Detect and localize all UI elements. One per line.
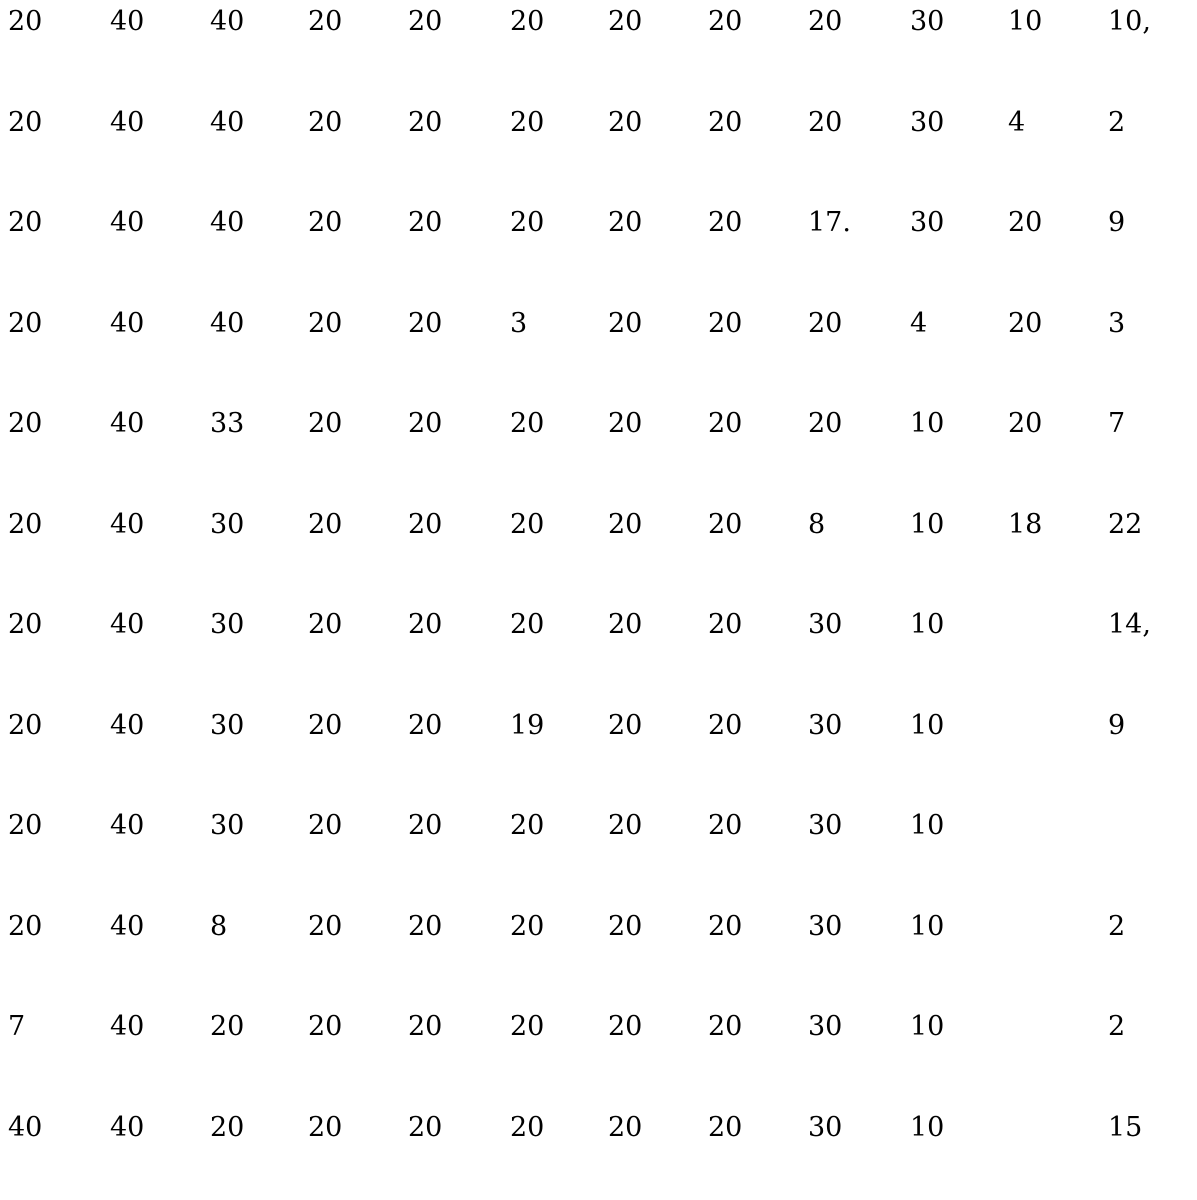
- grid-cell: 40: [210, 106, 245, 138]
- grid-cell: 20: [708, 307, 743, 339]
- grid-cell: 20: [408, 1011, 443, 1042]
- grid-cell: 15: [1108, 1111, 1143, 1143]
- grid-cell: 3: [510, 307, 528, 339]
- grid-cell: 20: [608, 508, 643, 540]
- grid-cell: 20: [8, 207, 43, 238]
- grid-cell: 20: [608, 810, 643, 841]
- grid-cell: 20: [408, 408, 443, 439]
- grid-cell: 20: [8, 6, 43, 37]
- grid-row: [0, 907, 1197, 947]
- grid-cell: 20: [510, 609, 545, 640]
- grid-row: [0, 1007, 1197, 1047]
- grid-cell: 10,: [1108, 6, 1151, 37]
- grid-cell: 20: [308, 508, 343, 540]
- grid-cell: 40: [110, 508, 145, 540]
- grid-cell: 20: [808, 106, 843, 138]
- grid-cell: 40: [110, 307, 145, 339]
- grid-cell: 20: [308, 307, 343, 339]
- grid-cell: 20: [8, 910, 43, 942]
- grid-cell: 20: [808, 408, 843, 439]
- grid-cell: 20: [8, 106, 43, 138]
- grid-row: [0, 404, 1197, 444]
- grid-cell: 10: [910, 508, 945, 540]
- grid-cell: 20: [308, 207, 343, 238]
- grid-row: [0, 505, 1197, 545]
- grid-cell: 30: [210, 810, 245, 841]
- grid-cell: 33: [210, 408, 245, 439]
- grid-cell: 20: [608, 106, 643, 138]
- grid-cell: 40: [110, 709, 145, 741]
- grid-cell: 20: [8, 408, 43, 439]
- grid-cell: 8: [210, 910, 228, 942]
- grid-cell: 20: [708, 810, 743, 841]
- grid-cell: 10: [910, 910, 945, 942]
- grid-cell: 20: [510, 508, 545, 540]
- grid-cell: 20: [510, 207, 545, 238]
- grid-cell: 20: [608, 609, 643, 640]
- grid-cell: 20: [308, 910, 343, 942]
- grid-cell: 20: [408, 910, 443, 942]
- grid-cell: 20: [708, 508, 743, 540]
- grid-cell: 20: [8, 307, 43, 339]
- grid-cell: 4: [1008, 106, 1026, 138]
- grid-cell: 19: [510, 709, 545, 741]
- grid-cell: 20: [308, 408, 343, 439]
- grid-cell: 20: [708, 910, 743, 942]
- grid-row: [0, 304, 1197, 344]
- grid-cell: 8: [808, 508, 826, 540]
- grid-cell: 2: [1108, 1011, 1126, 1042]
- grid-cell: 20: [8, 609, 43, 640]
- grid-cell: 30: [210, 709, 245, 741]
- grid-cell: 20: [510, 408, 545, 439]
- grid-cell: 20: [408, 106, 443, 138]
- grid-cell: 20: [808, 6, 843, 37]
- grid-cell: 40: [210, 207, 245, 238]
- grid-cell: 20: [210, 1011, 245, 1042]
- grid-cell: 20: [808, 307, 843, 339]
- grid-cell: 20: [608, 408, 643, 439]
- grid-cell: 30: [808, 1111, 843, 1143]
- grid-cell: 20: [608, 6, 643, 37]
- grid-cell: 30: [910, 207, 945, 238]
- grid-cell: 20: [608, 307, 643, 339]
- grid-cell: 40: [210, 6, 245, 37]
- grid-cell: 20: [308, 709, 343, 741]
- grid-cell: 20: [308, 810, 343, 841]
- grid-cell: 20: [308, 6, 343, 37]
- grid-cell: 3: [1108, 307, 1126, 339]
- grid-cell: 20: [1008, 307, 1043, 339]
- grid-cell: 20: [308, 609, 343, 640]
- grid-cell: 7: [1108, 408, 1126, 439]
- grid-cell: 30: [808, 709, 843, 741]
- grid-cell: 20: [708, 1011, 743, 1042]
- grid-cell: 40: [110, 910, 145, 942]
- grid-cell: 20: [210, 1111, 245, 1143]
- grid-cell: 10: [910, 810, 945, 841]
- grid-row: [0, 2, 1197, 42]
- grid-cell: 20: [608, 207, 643, 238]
- grid-cell: 20: [408, 609, 443, 640]
- grid-cell: 20: [708, 408, 743, 439]
- grid-cell: 40: [110, 207, 145, 238]
- grid-cell: 20: [408, 307, 443, 339]
- grid-cell: 10: [910, 1111, 945, 1143]
- grid-cell: 20: [1008, 207, 1043, 238]
- grid-cell: 20: [8, 709, 43, 741]
- grid-cell: 20: [408, 6, 443, 37]
- grid-cell: 20: [510, 6, 545, 37]
- grid-cell: 40: [110, 1111, 145, 1143]
- grid-cell: 30: [910, 6, 945, 37]
- grid-row: [0, 1108, 1197, 1148]
- grid-cell: 20: [308, 106, 343, 138]
- grid-cell: 2: [1108, 106, 1126, 138]
- grid-cell: 20: [608, 709, 643, 741]
- grid-cell: 20: [608, 1111, 643, 1143]
- grid-cell: 10: [910, 1011, 945, 1042]
- grid-cell: 40: [110, 1011, 145, 1042]
- grid-cell: 40: [110, 408, 145, 439]
- grid-cell: 40: [110, 810, 145, 841]
- grid-cell: 22: [1108, 508, 1143, 540]
- grid-cell: 20: [8, 508, 43, 540]
- grid-cell: 30: [808, 910, 843, 942]
- grid-cell: 30: [808, 609, 843, 640]
- grid-cell: 20: [708, 1111, 743, 1143]
- grid-cell: 9: [1108, 709, 1126, 741]
- grid-cell: 40: [110, 6, 145, 37]
- grid-cell: 10: [910, 408, 945, 439]
- grid-cell: 20: [408, 810, 443, 841]
- grid-cell: 14,: [1108, 609, 1151, 640]
- grid-row: [0, 806, 1197, 846]
- grid-cell: 20: [8, 810, 43, 841]
- grid-cell: 17.: [808, 207, 851, 238]
- grid-cell: 30: [210, 609, 245, 640]
- grid-cell: 20: [608, 910, 643, 942]
- grid-cell: 20: [510, 1111, 545, 1143]
- grid-cell: 30: [808, 810, 843, 841]
- grid-cell: 4: [910, 307, 928, 339]
- grid-cell: 20: [510, 810, 545, 841]
- grid-cell: 40: [110, 609, 145, 640]
- grid-row: [0, 103, 1197, 143]
- grid-cell: 10: [910, 609, 945, 640]
- grid-cell: 20: [308, 1011, 343, 1042]
- grid-cell: 10: [910, 709, 945, 741]
- grid-cell: 20: [708, 106, 743, 138]
- grid-cell: 30: [808, 1011, 843, 1042]
- grid-cell: 20: [708, 6, 743, 37]
- grid-cell: 20: [510, 106, 545, 138]
- grid-cell: 20: [510, 910, 545, 942]
- grid-cell: 40: [210, 307, 245, 339]
- grid-cell: 2: [1108, 910, 1126, 942]
- grid-cell: 20: [708, 709, 743, 741]
- grid-cell: 20: [708, 609, 743, 640]
- grid-cell: 20: [708, 207, 743, 238]
- grid-cell: 20: [408, 508, 443, 540]
- grid-cell: 40: [8, 1111, 43, 1143]
- grid-cell: 18: [1008, 508, 1043, 540]
- grid-cell: 40: [110, 106, 145, 138]
- grid-cell: 30: [210, 508, 245, 540]
- grid-cell: 20: [510, 1011, 545, 1042]
- grid-cell: 9: [1108, 207, 1126, 238]
- grid-cell: 20: [308, 1111, 343, 1143]
- grid-row: [0, 605, 1197, 645]
- grid-cell: 10: [1008, 6, 1043, 37]
- grid-cell: 7: [8, 1011, 26, 1042]
- grid-cell: 20: [408, 207, 443, 238]
- grid-row: [0, 203, 1197, 243]
- grid-cell: 20: [1008, 408, 1043, 439]
- grid-row: [0, 706, 1197, 746]
- grid-cell: 20: [408, 709, 443, 741]
- grid-cell: 30: [910, 106, 945, 138]
- grid-cell: 20: [608, 1011, 643, 1042]
- grid-cell: 20: [408, 1111, 443, 1143]
